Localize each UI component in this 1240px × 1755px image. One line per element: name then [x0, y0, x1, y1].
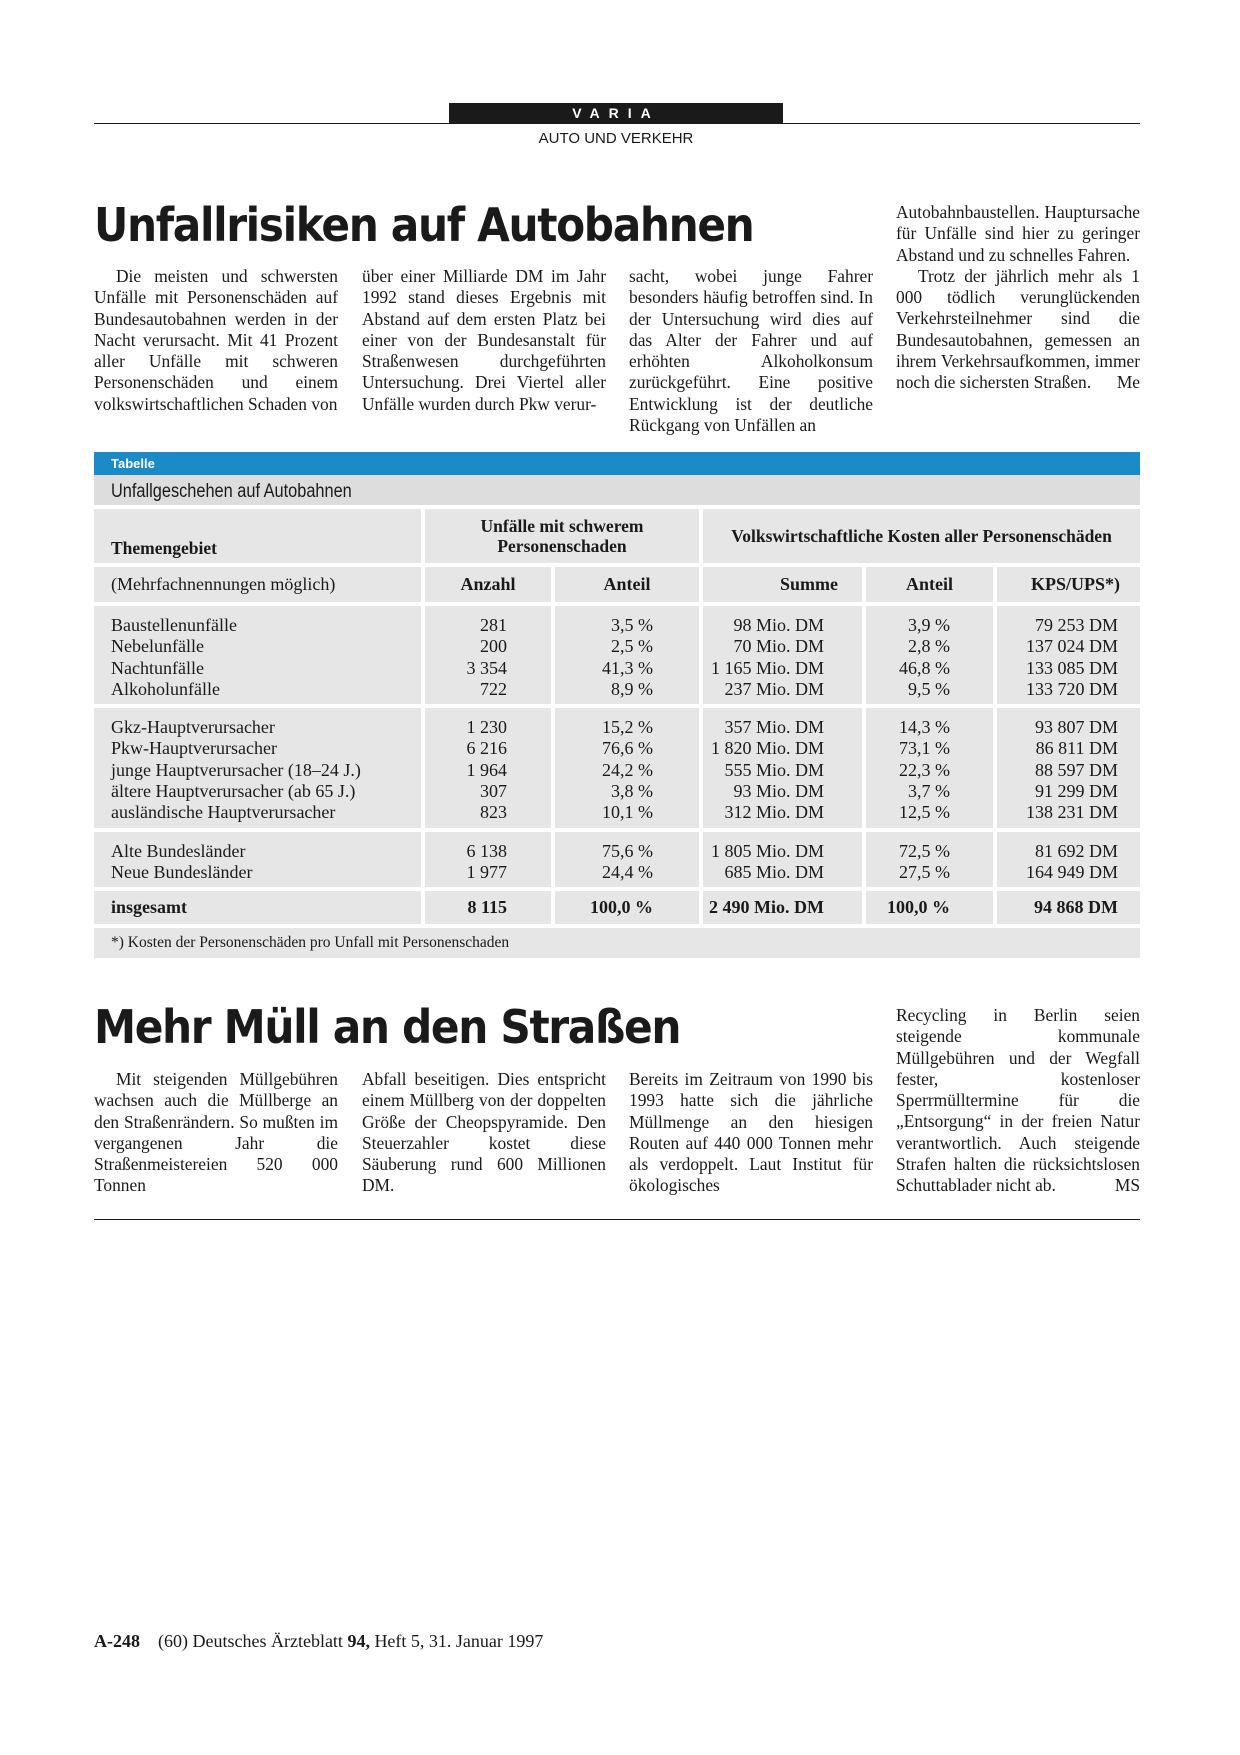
- row-label: Nachtunfälle: [111, 657, 204, 678]
- cell-anteil1: 15,2 %: [602, 717, 653, 738]
- cell-summe: 237 Mio. DM: [724, 678, 824, 699]
- header-kps: KPS/UPS*): [993, 567, 1140, 606]
- row-label: Gkz-Hauptverursacher: [111, 717, 275, 738]
- row-label: Baustellenunfälle: [111, 615, 237, 635]
- table-group-1-anteil1: [551, 606, 699, 708]
- subsection-label: AUTO UND VERKEHR: [538, 130, 694, 147]
- article2-col4: [896, 1005, 1140, 1197]
- cell-anteil2: 3,9 %: [908, 615, 950, 635]
- article2-col3-text: Bereits im Zeitraum von 1990 bis 1993 hatte sich die jährliche Müllmenge an den hiesigen Routen auf 440 000 Tonnen mehr als verdoppelt. Laut Institut für ökologisches: [629, 1069, 873, 1196]
- cell-anteil1: 8,9 %: [611, 678, 653, 699]
- article1-col4-p2: Trotz der jährlich mehr als 1 000 tödlich verunglückenden Verkehrsteilnehmer sind die Bundesautobahnen, gemessen an ihrem Verkehrsaufkommen, immer noch die sichersten Straßen. Me: [896, 265, 1140, 393]
- cell-anzahl: 281: [480, 615, 507, 635]
- cell-anzahl: 6 138: [466, 840, 507, 861]
- row-label: ausländische Hauptverursacher: [111, 802, 336, 823]
- cell-anteil2: 72,5 %: [899, 840, 950, 861]
- total-summe: 2 490 Mio. DM: [699, 891, 862, 928]
- row-label: ältere Hauptverursacher (ab 65 J.): [111, 781, 356, 802]
- article2-col4-text: Recycling in Berlin seien steigende kommunale Müllgebühren und der Wegfall fester, kostenloser Sperrmülltermine für die „Entsorgung“ in der freien Natur verantwortlich. Auch steigende Strafen halten die rücksichtslosen Schuttablader nicht ab. MS: [896, 1005, 1140, 1196]
- cell-anzahl: 200: [480, 636, 507, 657]
- article1-col2-text: über einer Milliarde DM im Jahr 1992 stand dieses Ergebnis mit Abstand auf dem ersten Platz bei einer von der Bundesanstalt für Straßenwesen durchgeführten Untersuchung. Drei Viertel aller Unfälle wurden durch Pkw verur-: [362, 266, 606, 414]
- header-anteil2: Anteil: [862, 567, 993, 606]
- header-note: (Mehrfachnennungen möglich): [94, 567, 421, 606]
- article1-col2: [362, 266, 606, 415]
- cell-kps: 133 720 DM: [1025, 678, 1118, 699]
- article2-headline: Mehr Müll an den Straßen: [94, 1000, 681, 1054]
- cell-anteil2: 46,8 %: [899, 657, 950, 678]
- cell-anzahl: 1 977: [466, 861, 507, 882]
- cell-summe: 312 Mio. DM: [724, 802, 824, 823]
- total-kps: 94 868 DM: [993, 891, 1140, 928]
- cell-summe: 1 820 Mio. DM: [710, 738, 824, 759]
- table-group-3-labels: [94, 832, 421, 892]
- table-group-2-anzahl: [421, 708, 551, 831]
- cell-kps: 93 807 DM: [1034, 717, 1118, 738]
- cell-kps: 91 299 DM: [1034, 781, 1118, 802]
- total-anteil1: 100,0 %: [551, 891, 699, 928]
- cell-summe: 1 165 Mio. DM: [710, 657, 824, 678]
- journal-name: (60) Deutsches Ärzteblatt: [158, 1631, 343, 1651]
- table-group-3-kps: [993, 832, 1140, 892]
- row-label: Pkw-Hauptverursacher: [111, 738, 277, 759]
- cell-anteil1: 24,4 %: [602, 861, 653, 882]
- article2-col2-text: Abfall beseitigen. Dies entspricht einem Müllberg von der doppelten Größe der Cheopspyramide. Den Steuerzahler kostet diese Säuberung rund 600 Millionen DM.: [362, 1069, 606, 1196]
- cell-anteil1: 3,8 %: [611, 781, 653, 802]
- article2-col3: [629, 1069, 873, 1197]
- article1-col4: [896, 202, 1140, 394]
- cell-kps: 79 253 DM: [1034, 615, 1118, 635]
- cell-anteil1: 24,2 %: [602, 759, 653, 780]
- table-group-1-anteil2: [862, 606, 993, 708]
- table-group-3-anteil1: [551, 832, 699, 892]
- journal-issue: Heft 5, 31. Januar 1997: [374, 1631, 544, 1651]
- article1-col1-text: Die meisten und schwersten Unfälle mit Personenschäden auf Bundesautobahnen werden in der Nacht verursacht. Mit 41 Prozent aller Unfälle mit schweren Personenschäden und einem volkswirtschaftlichen Schaden von: [94, 266, 338, 414]
- article2-col1: [94, 1069, 338, 1197]
- cell-anteil2: 14,3 %: [899, 717, 950, 738]
- total-label: insgesamt: [94, 891, 421, 928]
- row-label: Neue Bundesländer: [111, 861, 253, 882]
- cell-anteil2: 9,5 %: [908, 678, 950, 699]
- cell-anteil1: 10,1 %: [602, 802, 653, 823]
- header-anteil1: Anteil: [551, 567, 699, 606]
- page-number: A-248: [94, 1631, 140, 1651]
- cell-anzahl: 307: [480, 781, 507, 802]
- cell-kps: 133 085 DM: [1025, 657, 1118, 678]
- table-group-1-summe: [699, 606, 862, 708]
- cell-anteil1: 3,5 %: [611, 615, 653, 635]
- cell-kps: 137 024 DM: [1025, 636, 1118, 657]
- table-group-1-kps: [993, 606, 1140, 708]
- table-group-2-anteil2: [862, 708, 993, 831]
- cell-kps: 164 949 DM: [1025, 861, 1118, 882]
- cell-anteil1: 75,6 %: [602, 840, 653, 861]
- table-grid: [94, 509, 1140, 606]
- table-group-3-anteil2: [862, 832, 993, 892]
- table-tab-label: Tabelle: [94, 452, 1140, 475]
- table-group-2-labels: [94, 708, 421, 831]
- cell-anzahl: 6 216: [466, 738, 507, 759]
- cell-anteil2: 12,5 %: [899, 802, 950, 823]
- article2-signature: MS: [1114, 1175, 1140, 1196]
- total-anzahl: 8 115: [421, 891, 551, 928]
- table-body: [94, 606, 1140, 891]
- row-label: Alkoholunfälle: [111, 678, 220, 699]
- article-end-rule: [94, 1219, 1140, 1220]
- article1-col1: [94, 266, 338, 415]
- row-label: Nebelunfälle: [111, 636, 204, 657]
- cell-summe: 98 Mio. DM: [733, 615, 824, 635]
- header-anzahl: Anzahl: [421, 567, 551, 606]
- table-footnote: *) Kosten der Personenschäden pro Unfall mit Personenschaden: [94, 928, 1140, 958]
- table-group-2-summe: [699, 708, 862, 831]
- cell-anteil2: 2,8 %: [908, 636, 950, 657]
- cell-kps: 88 597 DM: [1034, 759, 1118, 780]
- table-total-row: [94, 891, 1140, 928]
- cell-anteil2: 73,1 %: [899, 738, 950, 759]
- article1-col3: [629, 266, 873, 436]
- cell-anzahl: 823: [480, 802, 507, 823]
- accident-table: [94, 452, 1140, 958]
- article1-headline: Unfallrisiken auf Autobahnen: [94, 198, 754, 252]
- cell-anzahl: 1 964: [466, 759, 507, 780]
- table-group-3-summe: [699, 832, 862, 892]
- cell-anteil1: 76,6 %: [602, 738, 653, 759]
- cell-anteil1: 41,3 %: [602, 657, 653, 678]
- cell-summe: 70 Mio. DM: [733, 636, 824, 657]
- article1-col4-p1: Autobahnbaustellen. Hauptursache für Unfälle sind hier zu geringer Abstand und zu schnelles Fahren.: [896, 202, 1140, 265]
- header-group1: Unfälle mit schwerem Personenschaden: [421, 509, 699, 567]
- journal-volume: 94,: [347, 1631, 370, 1651]
- cell-summe: 555 Mio. DM: [724, 759, 824, 780]
- cell-summe: 93 Mio. DM: [733, 781, 824, 802]
- header-summe: Summe: [699, 567, 862, 606]
- table-group-2-kps: [993, 708, 1140, 831]
- section-label: VARIA: [449, 103, 783, 124]
- cell-anzahl: 722: [480, 678, 507, 699]
- header-topic: Themengebiet: [94, 509, 421, 567]
- cell-summe: 685 Mio. DM: [724, 861, 824, 882]
- cell-summe: 1 805 Mio. DM: [710, 840, 824, 861]
- cell-anteil2: 22,3 %: [899, 759, 950, 780]
- cell-anteil1: 2,5 %: [611, 636, 653, 657]
- table-group-2-anteil1: [551, 708, 699, 831]
- page-footer: [94, 1631, 543, 1652]
- table-group-1-anzahl: [421, 606, 551, 708]
- header-rule: [94, 123, 1140, 124]
- cell-kps: 81 692 DM: [1034, 840, 1118, 861]
- row-label: Alte Bundesländer: [111, 840, 246, 861]
- table-title: Unfallgeschehen auf Autobahnen: [94, 475, 1140, 509]
- article2-col2: [362, 1069, 606, 1197]
- article1-col3-text: sacht, wobei junge Fahrer besonders häufig betroffen sind. In der Untersuchung wird dies auf das Alter der Fahrer und auf erhöhten Alkoholkonsum zurückgeführt. Eine positive Entwicklung ist der deutliche Rückgang von Unfällen an: [629, 266, 873, 436]
- cell-anteil2: 27,5 %: [899, 861, 950, 882]
- table-group-3-anzahl: [421, 832, 551, 892]
- table-group-1-labels: [94, 606, 421, 708]
- cell-kps: 138 231 DM: [1025, 802, 1118, 823]
- cell-anteil2: 3,7 %: [908, 781, 950, 802]
- cell-anzahl: 1 230: [466, 717, 507, 738]
- cell-kps: 86 811 DM: [1035, 738, 1118, 759]
- total-anteil2: 100,0 %: [862, 891, 993, 928]
- article1-signature: Me: [1116, 372, 1140, 393]
- article2-col1-text: Mit steigenden Müllgebühren wachsen auch die Müllberge an den Straßenrändern. So mußten im vergangenen Jahr die Straßenmeistereien 520 000 Tonnen: [94, 1069, 338, 1196]
- row-label: junge Hauptverursacher (18–24 J.): [111, 759, 361, 780]
- header-group2: Volkswirtschaftliche Kosten aller Personenschäden: [699, 509, 1140, 567]
- cell-anzahl: 3 354: [466, 657, 507, 678]
- cell-summe: 357 Mio. DM: [724, 717, 824, 738]
